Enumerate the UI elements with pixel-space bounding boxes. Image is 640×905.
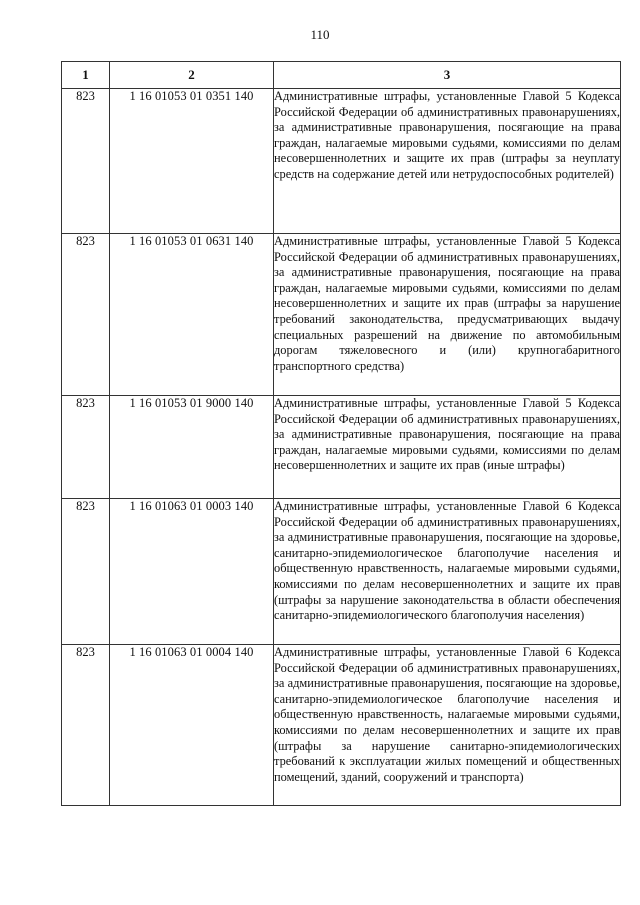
budget-code-cell: 1 16 01053 01 0631 140 — [110, 234, 274, 396]
description-cell: Административные штрафы, установленные Главой 6 Кодекса Российской Федерации об административных правонарушениях, за административные правонарушения, посягающие на здоровье, санитарно-эпидемиологическое благополучие населения и общественную нравственность, налагаемые мировыми судьями, комиссиями по делам несовершеннолетних и защите их прав (штрафы за нарушение санитарно-эпидемиологических требований к эксплуатации жилых помещений и общественных помещений, зданий, сооружений и транспорта) — [274, 645, 621, 806]
budget-code-cell: 1 16 01063 01 0004 140 — [110, 645, 274, 806]
description-cell: Административные штрафы, установленные Главой 5 Кодекса Российской Федерации об административных правонарушениях, за административные правонарушения, посягающие на права граждан, налагаемые мировыми судьями, комиссиями по делам несовершеннолетних и защите их прав (штрафы за нарушение требований законодательства, предусматривающих выдачу специальных разрешений на движение по автомобильным дорогам тяжеловесного и (или) крупногабаритного транспортного средства) — [274, 234, 621, 396]
admin-code-cell: 823 — [62, 499, 110, 645]
budget-code-table — [61, 61, 621, 806]
admin-code-cell: 823 — [62, 396, 110, 499]
description-cell: Административные штрафы, установленные Главой 5 Кодекса Российской Федерации об административных правонарушениях, за административные правонарушения, посягающие на права граждан, налагаемые мировыми судьями, комиссиями по делам несовершеннолетних и защите их прав (иные штрафы) — [274, 396, 621, 499]
column-header-3: 3 — [274, 62, 621, 89]
description-cell: Административные штрафы, установленные Главой 6 Кодекса Российской Федерации об административных правонарушениях, за административные правонарушения, посягающие на здоровье, санитарно-эпидемиологическое благополучие населения и общественную нравственность, налагаемые мировыми судьями, комиссиями по делам несовершеннолетних и защите их прав (штрафы за нарушение законодательства в области обеспечения санитарно-эпидемиологического благополучия населения) — [274, 499, 621, 645]
page-number: 110 — [310, 27, 330, 42]
table-row — [62, 396, 621, 499]
budget-code-cell: 1 16 01063 01 0003 140 — [110, 499, 274, 645]
column-header-1: 1 — [62, 62, 110, 89]
admin-code-cell: 823 — [62, 234, 110, 396]
admin-code-cell: 823 — [62, 89, 110, 234]
budget-code-cell: 1 16 01053 01 0351 140 — [110, 89, 274, 234]
table-row — [62, 89, 621, 234]
column-header-2: 2 — [110, 62, 274, 89]
table-header-row — [62, 62, 621, 89]
table-row — [62, 645, 621, 806]
description-cell: Административные штрафы, установленные Главой 5 Кодекса Российской Федерации об административных правонарушениях, за административные правонарушения, посягающие на права граждан, налагаемые мировыми судьями, комиссиями по делам несовершеннолетних и защите их прав (штрафы за неуплату средств на содержание детей или нетрудоспособных родителей) — [274, 89, 621, 234]
table-row — [62, 234, 621, 396]
budget-code-cell: 1 16 01053 01 9000 140 — [110, 396, 274, 499]
table-row — [62, 499, 621, 645]
admin-code-cell: 823 — [62, 645, 110, 806]
